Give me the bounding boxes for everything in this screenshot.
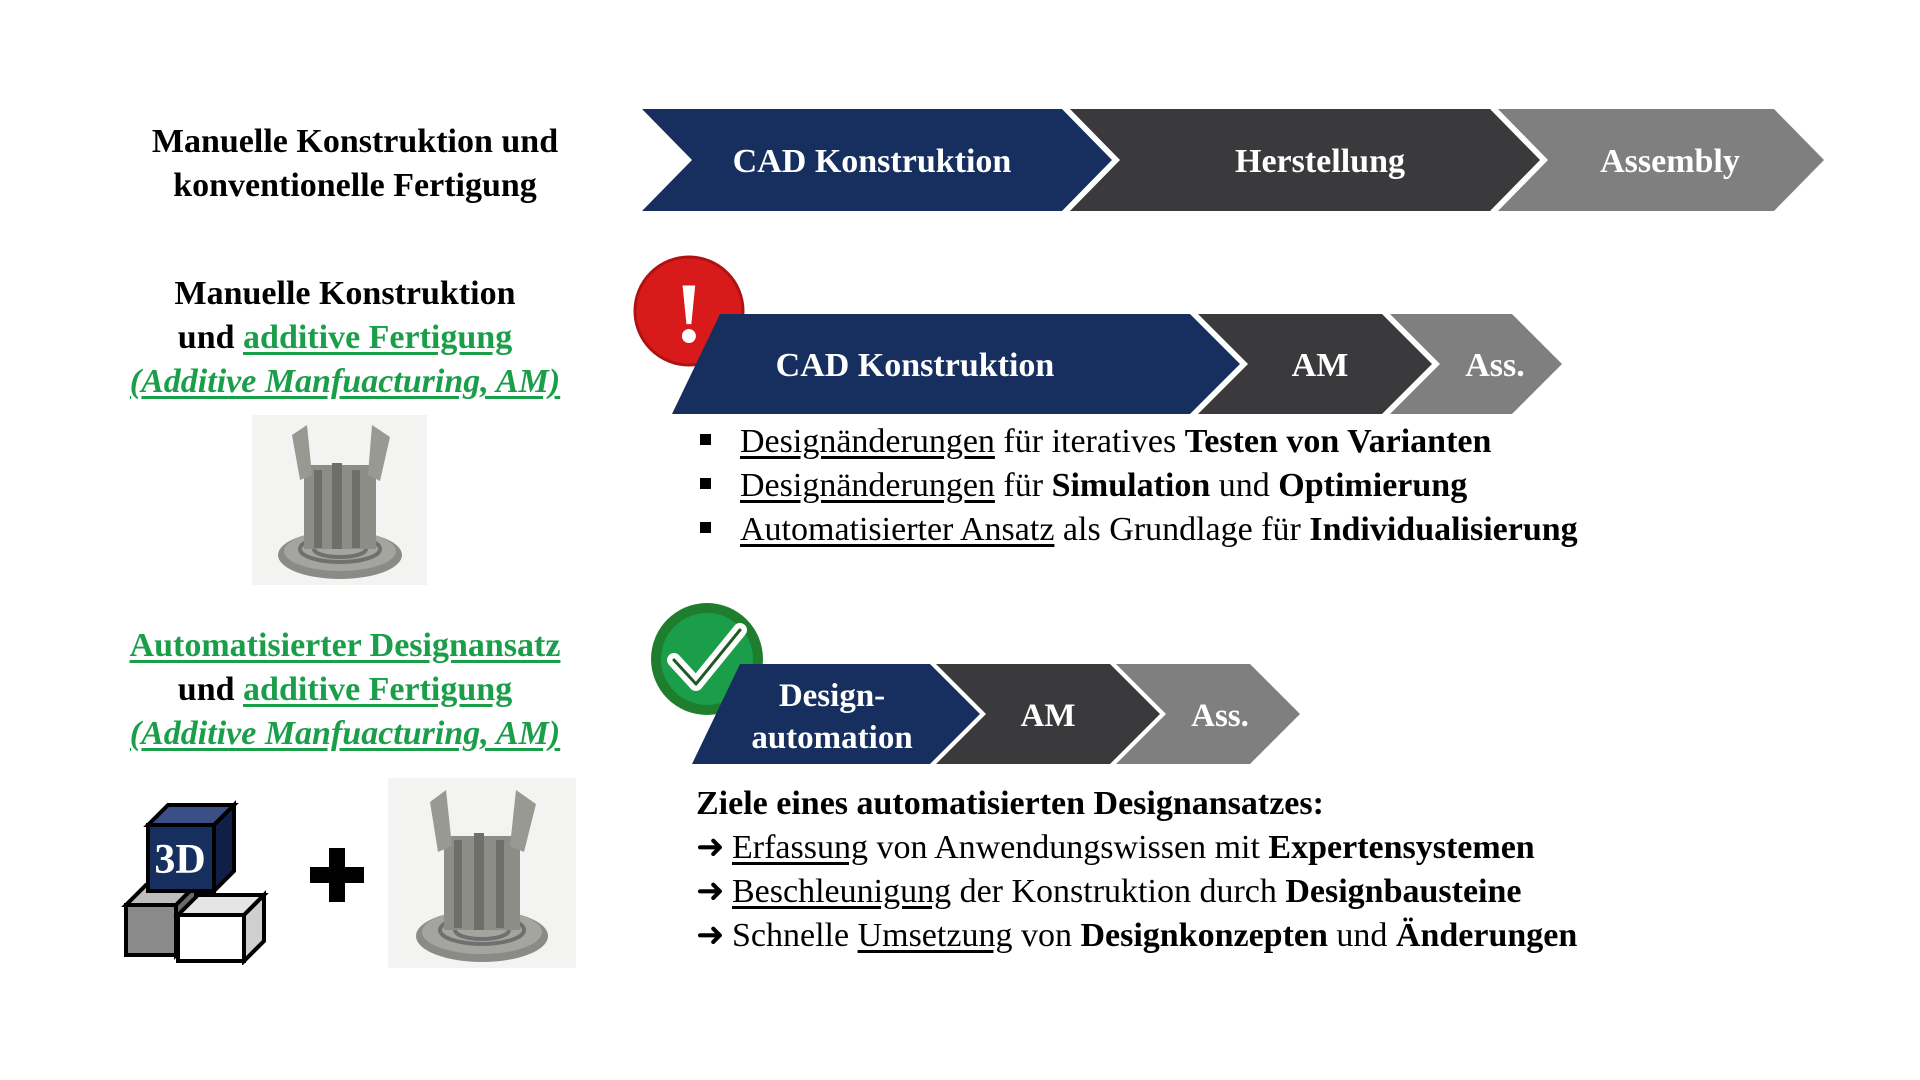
row1-label-line1: Manuelle Konstruktion und: [151, 123, 559, 160]
bullet-bold: Optimierung: [1278, 467, 1468, 504]
row2-label-green: additive Fertigung: [243, 319, 513, 356]
row1-step-assembly-label: Assembly: [1600, 143, 1740, 180]
goal-text: von: [1012, 917, 1081, 954]
row2-label-line3: (Additive Manfuacturing, AM): [129, 363, 561, 400]
printed-part-image: [252, 415, 427, 585]
goal-item: [696, 914, 1577, 958]
plus-icon: [308, 846, 366, 904]
row3-label-line1: Automatisierter Designansatz: [129, 627, 561, 664]
goal-bold: Expertensystemen: [1268, 829, 1535, 866]
right-arrow-icon: ➜: [696, 917, 725, 954]
bullet-underlined: Automatisierter Ansatz: [740, 511, 1055, 548]
row3-step-design-label2: automation: [751, 720, 913, 756]
bullet-text: für iteratives: [994, 423, 1185, 460]
goal-underlined: Erfassung: [732, 829, 868, 866]
row3-label-und: und: [177, 671, 235, 708]
bullet-bold: Testen von Varianten: [1184, 423, 1492, 460]
goal-bold: Änderungen: [1395, 917, 1578, 954]
bullet-item: [700, 508, 1578, 552]
row1-label-line2: konventionelle Fertigung: [173, 167, 537, 204]
row3-label-line3: (Additive Manfuacturing, AM): [129, 715, 561, 752]
row2-label: [100, 272, 590, 404]
goal-text: der Konstruktion durch: [951, 873, 1286, 910]
row2-bullet-list: [700, 420, 1578, 552]
printed-part-image-2: [388, 778, 576, 968]
row1-process-chevrons: [630, 105, 1830, 215]
row3-step-design-label1: Design-: [778, 678, 886, 714]
row2-process-chevrons: [670, 312, 1570, 416]
bullet-text: und: [1210, 467, 1279, 504]
row2-step-am-label: AM: [1291, 347, 1349, 384]
goals-title: Ziele eines automatisierten Designansatzes:: [696, 785, 1324, 822]
goal-item: [696, 870, 1577, 914]
row2-label-und: und: [177, 319, 235, 356]
bullet-square-icon: [700, 478, 711, 489]
bullet-item: [700, 420, 1578, 464]
row1-step-herstellung-label: Herstellung: [1235, 143, 1405, 180]
bullet-text: für: [994, 467, 1052, 504]
row1-label: [110, 120, 600, 208]
bullet-underlined: Designänderungen: [740, 423, 995, 460]
row3-label-green: additive Fertigung: [243, 671, 513, 708]
right-arrow-icon: ➜: [696, 829, 725, 866]
bullet-square-icon: [700, 522, 711, 533]
row3-process-chevrons: [690, 662, 1310, 766]
goal-underlined: Umsetzung: [857, 917, 1013, 954]
row1-step-cad-label: CAD Konstruktion: [732, 143, 1012, 180]
goal-text: und: [1327, 917, 1396, 954]
row3-step-ass-label: Ass.: [1191, 698, 1249, 734]
row2-step-ass-label: Ass.: [1465, 347, 1525, 384]
right-arrow-icon: ➜: [696, 873, 725, 910]
row3-label-line2: [100, 668, 590, 712]
bullet-text: als Grundlage für: [1054, 511, 1310, 548]
exclamation-symbol: !: [674, 265, 704, 361]
cube-stack-icon: [118, 795, 278, 965]
cube-label: 3D: [154, 837, 206, 883]
goal-item: [696, 826, 1577, 870]
goal-text: von Anwendungswissen mit: [867, 829, 1269, 866]
bullet-underlined: Designänderungen: [740, 467, 995, 504]
bullet-bold: Individualisierung: [1309, 511, 1578, 548]
row3-label: [100, 624, 590, 756]
row2-label-line1: Manuelle Konstruktion: [174, 275, 516, 312]
goal-bold: Designkonzepten: [1080, 917, 1328, 954]
row3-step-am-label: AM: [1020, 698, 1076, 734]
row2-step-cad-label: CAD Konstruktion: [775, 347, 1055, 384]
bullet-bold: Simulation: [1051, 467, 1211, 504]
row3-goals: [696, 782, 1577, 958]
goal-text: Schnelle: [732, 917, 858, 954]
goal-underlined: Beschleunigung: [732, 873, 952, 910]
bullet-item: [700, 464, 1578, 508]
bullet-square-icon: [700, 434, 711, 445]
goal-bold: Designbausteine: [1285, 873, 1522, 910]
row2-label-line2: [100, 316, 590, 360]
